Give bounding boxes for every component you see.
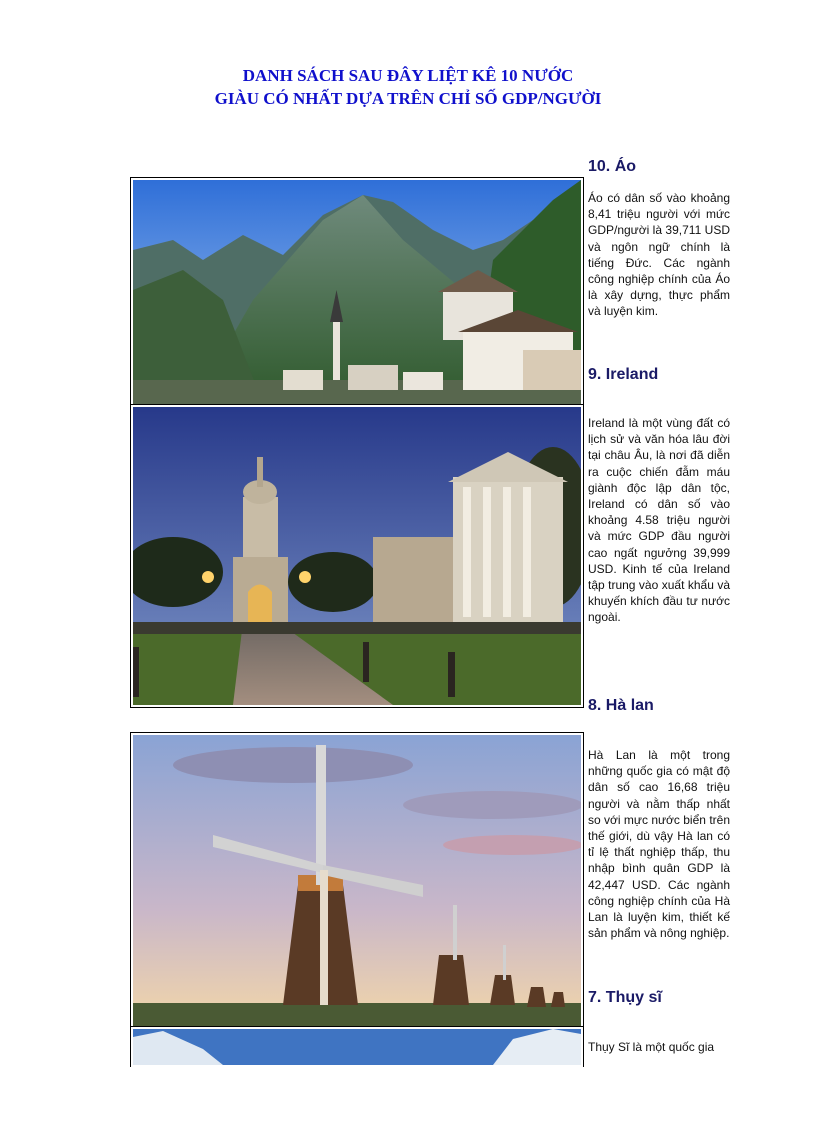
paragraph-switzerland: Thụy Sĩ là một quốc gia [588, 1040, 715, 1054]
photo-frame-austria [130, 177, 584, 407]
austria-alpine-village-photo [133, 180, 581, 404]
netherlands-windmills-photo [133, 735, 581, 1026]
heading-ireland: 9. Ireland [588, 366, 659, 383]
page-title [0, 64, 816, 110]
ireland-trinity-college-photo [133, 407, 581, 705]
paragraph-austria: Áo có dân số vào khoảng 8,41 triệu người với mức GDP/người là 39,711 USD và ngôn ngữ chính là tiếng Đức. Các ngành công nghiệp chính của Áo là xây dựng, thực phẩm và luyện kim. [588, 191, 730, 319]
paragraph-netherlands: Hà Lan là một trong những quốc gia có mật độ dân số cao 16,68 triệu người và nằm thấp nhất so với mực nước biển trên thế giới, dù vậy Hà lan có tỉ lệ thất nghiệp thấp, thu nhập bình quân GDP là 42,447 USD. Các ngành công nghiệp chính của Hà Lan là luyện kim, thiết kế sản phẩm và nông nghiệp. [588, 748, 730, 941]
photo-frame-ireland [130, 404, 584, 708]
photo-frame-netherlands [130, 732, 584, 1029]
heading-switzerland: 7. Thụy sĩ [588, 989, 662, 1006]
title-line-2: GIÀU CÓ NHẤT DỰA TRÊN CHỈ SỐ GDP/NGƯỜI [214, 89, 602, 108]
title-line-1: DANH SÁCH SAU ĐÂY LIỆT KÊ 10 NƯỚC [242, 66, 574, 85]
paragraph-ireland: Ireland là một vùng đất có lịch sử và văn hóa lâu đời tại châu Âu, là nơi đã diễn ra cuộc chiến đẫm máu giành độc lập dân tộc, Ireland có dân số vào khoảng 4.58 triệu người và mức GDP đầu người cao ngất ngưởng 39,999 USD. Kinh tế của Ireland tập trung vào xuất khẩu và khuyến khích đầu tư nước ngoài. [588, 416, 730, 625]
photo-frame-switzerland [130, 1026, 584, 1067]
heading-netherlands: 8. Hà lan [588, 697, 654, 714]
switzerland-mountain-photo [133, 1029, 581, 1065]
heading-austria: 10. Áo [588, 158, 637, 175]
